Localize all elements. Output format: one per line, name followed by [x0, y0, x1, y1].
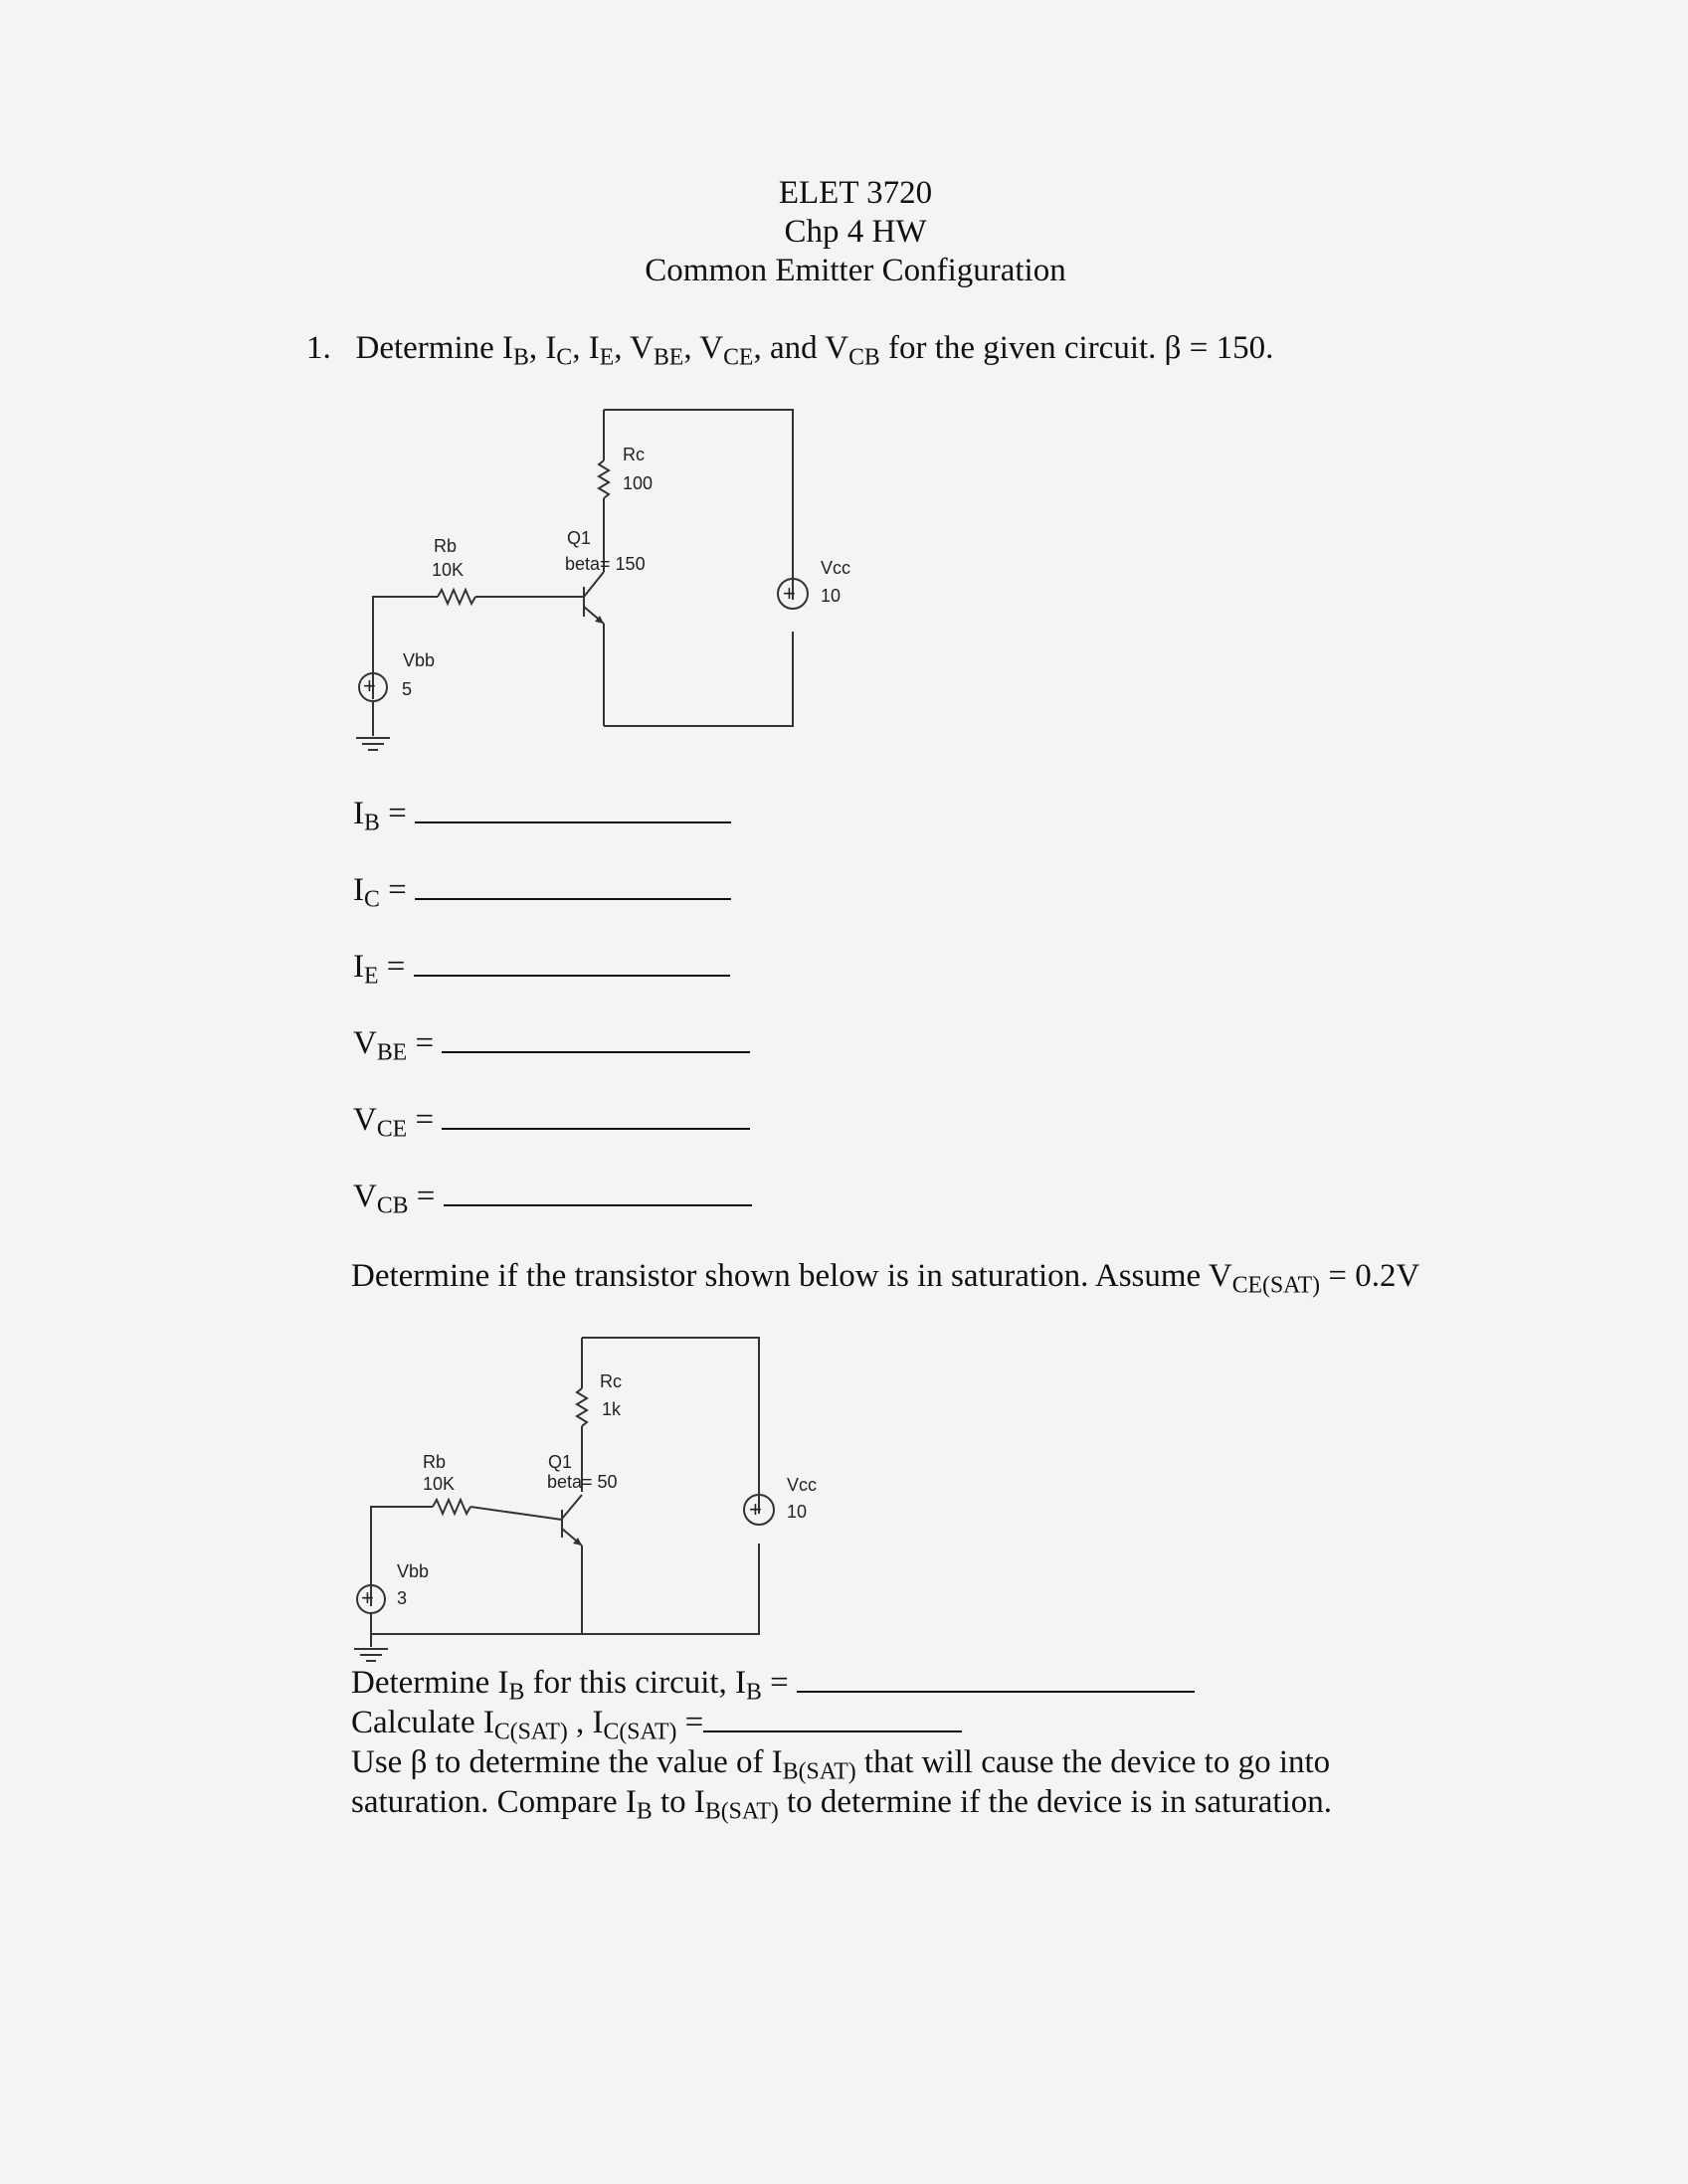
circuit-diagram-1	[338, 393, 855, 771]
answer-vce-blank[interactable]	[442, 1127, 750, 1130]
answer-vbe: $V_{BE}$ =	[353, 1025, 752, 1102]
q-label: Q1	[567, 528, 592, 548]
answer-vbe-blank[interactable]	[442, 1050, 750, 1053]
svg-text:+: +	[361, 1585, 374, 1610]
task-line-4: saturation. Compare $I_B$ to $I_{B(SAT)}$ to determine if the device is in saturation.	[351, 1784, 1333, 1825]
answer-ib: $I_B$ =	[353, 796, 752, 872]
rb-value: 10K	[423, 1474, 456, 1494]
answer-vce: $V_{CE}$ =	[353, 1102, 752, 1179]
vcc-value: 10	[821, 586, 842, 606]
resistor-rc	[577, 1388, 587, 1426]
answer-ic: $I_C$ =	[353, 872, 752, 949]
rc-label: Rc	[600, 1371, 622, 1391]
chapter-title: Chp 4 HW	[784, 214, 927, 250]
task-line-2: Calculate $I_{C(SAT)}$ , $I_{C(SAT)}$ =	[351, 1703, 1332, 1742]
ground-symbol	[356, 726, 390, 750]
svg-text:+: +	[783, 581, 796, 606]
beta-label: beta= 50	[547, 1472, 618, 1492]
rb-value: 10K	[432, 560, 465, 580]
q-label: Q1	[548, 1452, 573, 1472]
transistor-q1	[584, 567, 604, 726]
rb-label: Rb	[434, 536, 458, 556]
topic-title: Common Emitter Configuration	[645, 253, 1066, 288]
vbb-label: Vbb	[403, 650, 436, 670]
answer-vcb-blank[interactable]	[444, 1203, 752, 1206]
task-line-3: Use β to determine the value of $I_{B(SAT)}$ that will cause the device to go into	[351, 1744, 1331, 1785]
ground-symbol	[354, 1634, 388, 1661]
ib-blank[interactable]	[797, 1690, 1195, 1693]
transistor-q1	[562, 1495, 582, 1634]
vcc-label: Vcc	[787, 1475, 818, 1495]
rc-label: Rc	[623, 445, 645, 464]
vbb-value: 5	[402, 679, 413, 699]
rc-value: 1k	[602, 1399, 622, 1419]
course-title: ELET 3720	[778, 175, 933, 211]
document-header	[0, 174, 1688, 290]
answer-vcb: $V_{CB}$ =	[353, 1179, 752, 1255]
question-1-prompt: 1. Determine $I_B$, $I_C$, $I_E$, $V_{BE}$, $V_{CE}$, and $V_{CB}$ for the given circuit. β = 150.	[306, 330, 1274, 371]
answer-list	[353, 796, 752, 1255]
question-2-prompt: Determine if the transistor shown below is in saturation. Assume $V_{CE(SAT)} = 0.2V$	[351, 1258, 1420, 1299]
vbb-value: 3	[397, 1588, 408, 1608]
vcc-label: Vcc	[821, 558, 851, 578]
task-line-1: Determine $I_B$ for this circuit, $I_B$ =	[351, 1663, 1332, 1703]
question-2-tasks	[351, 1663, 1333, 1825]
resistor-rc	[599, 460, 609, 498]
answer-ie-blank[interactable]	[414, 974, 730, 977]
beta-label: beta= 150	[565, 554, 646, 574]
answer-ie: $I_E$ =	[353, 949, 752, 1025]
ic-sat-blank[interactable]	[703, 1729, 962, 1732]
svg-text:+: +	[749, 1497, 762, 1522]
svg-text:+: +	[363, 673, 376, 698]
question-number: 1.	[306, 330, 331, 366]
answer-ic-blank[interactable]	[415, 897, 731, 900]
rb-label: Rb	[423, 1452, 447, 1472]
resistor-rb	[433, 1500, 470, 1514]
circuit-diagram-2	[333, 1323, 831, 1681]
vcc-value: 10	[787, 1502, 808, 1522]
resistor-rb	[438, 590, 475, 604]
answer-ib-blank[interactable]	[415, 820, 731, 823]
vbb-label: Vbb	[397, 1561, 430, 1581]
rc-value: 100	[623, 473, 654, 493]
